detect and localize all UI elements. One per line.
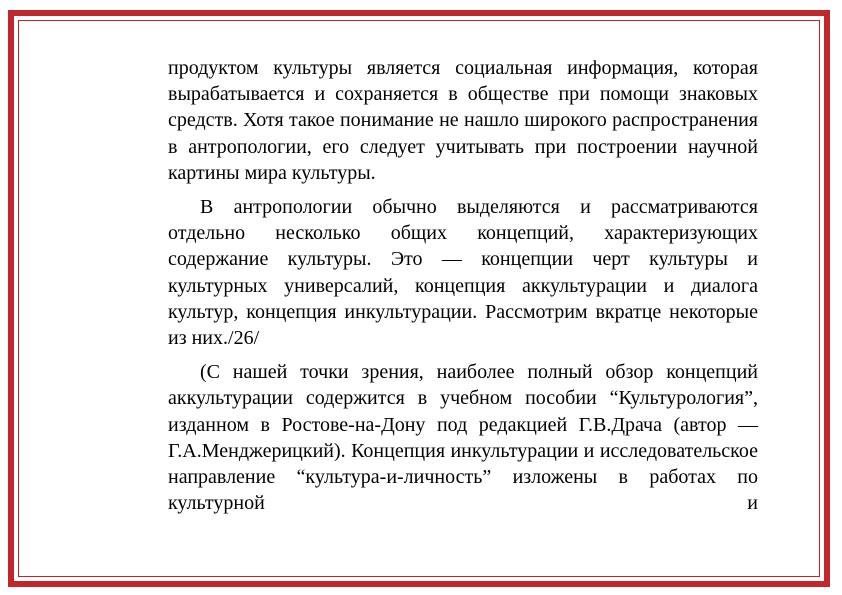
paragraph-continuation: продуктом культуры является социальная информация, которая вырабатывается и сохраняется в обществе при помощи знаковых средств. Хотя такое понимание не нашло широкого распространения в антропологии, его следует учитывать при построении научной картины мира культуры. bbox=[168, 57, 758, 184]
paragraph-concepts: В антропологии обычно выделяются и рассматриваются отдельно несколько общих концепций, характеризующих содержание культуры. Это — концепции черт культуры и культурных универсалий, концепция аккультурации и диалога культур, концепция инкультурации. Рассмотрим вкратце некоторые из них./26/ bbox=[168, 196, 758, 350]
paragraph-acculturation-review: (С нашей точки зрения, наиболее полный обзор концепций аккультурации содержится в учебном пособии “Культурология”, изданном в Ростове-на-Дону под редакцией Г.В.Драча (автор — Г.А.Менджерицкий). Концепция инкультурации и исследовательское направление “культура-и-личность” изложены в работах по культурной и bbox=[168, 361, 758, 515]
document-body bbox=[168, 55, 758, 524]
